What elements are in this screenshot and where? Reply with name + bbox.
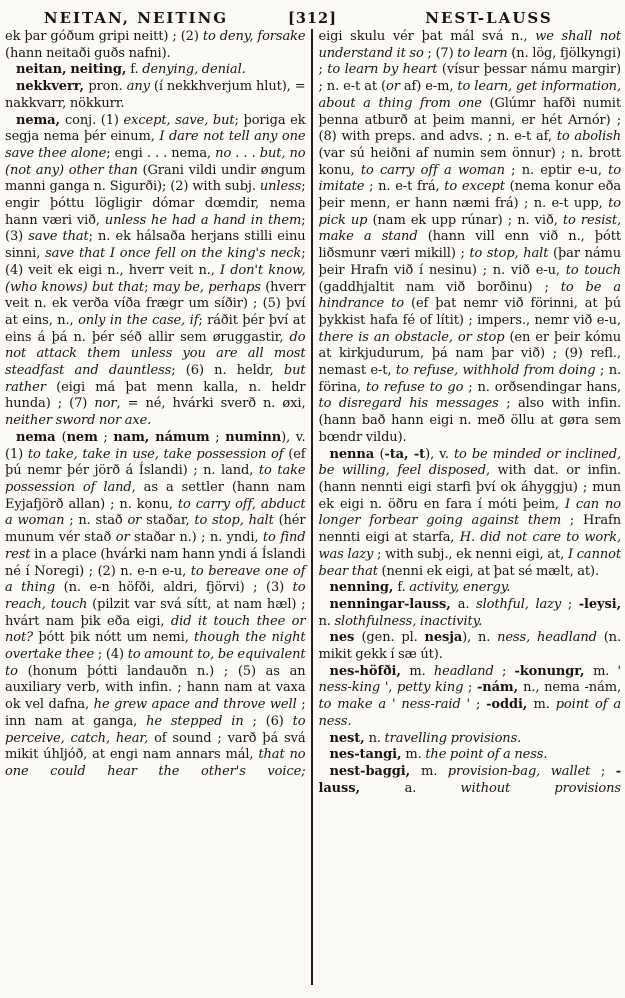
text-segment: ; bbox=[144, 279, 153, 295]
text-segment: that no one could hear the other's voice; bbox=[5, 747, 306, 779]
text-segment: to learn by heart bbox=[327, 62, 442, 78]
dictionary-entry bbox=[5, 430, 306, 781]
header-left-keyword: NEITAN, NEITING bbox=[43, 9, 229, 27]
text-segment: conj. (1) bbox=[64, 112, 124, 128]
text-segment: ; n. ek hálsaða herjans stilli einu sinni, bbox=[5, 229, 306, 262]
text-segment: he stepped in bbox=[146, 713, 244, 729]
text-segment: he grew apace and throve well bbox=[93, 697, 297, 713]
text-segment: f. bbox=[397, 580, 410, 596]
text-segment: n. bbox=[368, 730, 385, 746]
text-segment: ek þar góðum gripi neitt) ; (2) bbox=[5, 29, 203, 44]
dictionary-entry bbox=[5, 62, 306, 79]
text-segment: the point of a ness. bbox=[425, 747, 548, 763]
text-segment: ; (6) bbox=[243, 713, 293, 729]
text-segment: , = né, hvárki sverð n. øxi, bbox=[116, 396, 306, 412]
text-segment: ; (3) bbox=[5, 212, 306, 245]
text-segment: petty king bbox=[397, 680, 464, 696]
text-segment: to stop, halt bbox=[194, 513, 279, 529]
text-segment: to take possession of land bbox=[5, 463, 306, 495]
text-segment: to disregard his messages bbox=[318, 396, 499, 412]
text-segment: only in the case, if bbox=[78, 312, 199, 328]
text-segment: ; bbox=[561, 596, 579, 612]
dictionary-entry bbox=[319, 580, 622, 597]
text-segment: (nam ek upp rúnar) ; n. við, bbox=[372, 212, 563, 228]
text-segment: ), n. bbox=[462, 630, 498, 646]
text-segment: m. bbox=[533, 697, 556, 713]
text-segment: (hann vill enn við n., þótt liðsmunr væri mikill) ; bbox=[318, 229, 621, 262]
text-segment: did it touch thee or not? bbox=[5, 613, 306, 646]
text-segment: to amount to, be equivalent to bbox=[5, 647, 306, 679]
text-segment: to refuse to go bbox=[366, 379, 464, 395]
text-segment: to carry off, abduct a woman bbox=[5, 496, 306, 529]
text-segment: n., nema -nám, bbox=[523, 680, 621, 696]
text-segment: we shall not understand it so bbox=[318, 29, 622, 61]
running-header bbox=[0, 0, 625, 27]
text-segment: nema, bbox=[16, 112, 65, 128]
text-segment: save that bbox=[28, 229, 89, 245]
text-segment: ; inn nam at ganga, bbox=[5, 697, 306, 729]
text-segment: ; (4) veit ek eigi n., hverr veit n., bbox=[5, 246, 306, 278]
text-segment: numinn bbox=[225, 429, 282, 445]
text-segment: nes-höfði, bbox=[329, 663, 410, 679]
text-segment: ; bbox=[590, 763, 616, 779]
text-segment: ; bbox=[470, 697, 487, 713]
text-segment: headland bbox=[433, 663, 494, 679]
text-segment: nesja bbox=[424, 630, 463, 646]
dictionary-entry bbox=[5, 113, 306, 430]
text-segment: I don't know, (who knows) but that bbox=[5, 262, 306, 295]
text-segment: to pick up bbox=[318, 196, 621, 228]
text-segment: ; ráðit þér því at eins á þá n. þér séð allir sem øruggastir, bbox=[5, 312, 306, 345]
text-segment: nema bbox=[16, 429, 62, 445]
text-segment: , as a settler (hann nam Eyjafjörð allan) ; n. konu, bbox=[5, 479, 306, 512]
text-segment: (n. e-n höfði, aldri, fjörvi) ; (3) bbox=[63, 580, 293, 596]
text-segment: ), v. (1) bbox=[5, 429, 306, 462]
text-segment: pron. bbox=[88, 79, 127, 95]
text-segment: (í nekkhverjum hlut), = nakkvarr, nökkurr. bbox=[5, 79, 306, 111]
text-segment: provision-bag, wallet bbox=[447, 763, 591, 779]
text-segment: (hann neitaði guðs nafni). bbox=[5, 45, 171, 61]
text-segment: neitan, neiting, bbox=[16, 62, 131, 78]
text-segment: in a place (hvárki nam hann yndi á Íslandi né í Noregi) ; (2) n. e-n e-u, bbox=[5, 546, 306, 579]
text-segment: ; (7) bbox=[423, 45, 458, 61]
text-segment: (Glúmr hafði numit þenna atburð at þeim manni, er hét Arnór) ; (8) with preps. and advs. ; n. e-t af, bbox=[318, 95, 621, 145]
text-segment: (en er þeir kómu at kirkjudurum, þá nam þar við) ; (9) refl., nemast e-t, bbox=[318, 329, 621, 379]
text-segment: -nám, bbox=[476, 680, 524, 696]
text-segment: but rather bbox=[5, 363, 306, 395]
text-segment: staðar, bbox=[141, 513, 195, 529]
text-segment: ; n. orðsendingar hans, bbox=[463, 379, 621, 395]
text-segment: no . . . but, no (not any) other than bbox=[5, 145, 306, 178]
text-segment: þótt þik nótt um nemi, bbox=[38, 630, 195, 646]
text-segment: to stop, halt bbox=[469, 246, 553, 262]
dictionary-entry bbox=[319, 664, 622, 731]
text-segment: may be, perhaps bbox=[152, 279, 266, 295]
text-segment: n. bbox=[318, 613, 335, 629]
text-segment: m. bbox=[405, 747, 426, 763]
text-segment: ', bbox=[380, 680, 397, 696]
dictionary-entry bbox=[319, 630, 622, 663]
text-segment: ; engi . . . nema, bbox=[106, 145, 216, 161]
text-segment: any bbox=[126, 79, 154, 95]
text-segment: nes-tangi, bbox=[329, 747, 406, 763]
right-column bbox=[313, 29, 625, 985]
text-segment: ; engir þóttu lögligir dómar dœmdir, nema hann væri við, bbox=[5, 179, 306, 228]
text-segment: (pilzit var svá sítt, at nam hæl) ; hvárt nam þik eða eigi, bbox=[5, 596, 306, 629]
text-segment: (gaddhjaltit nam við borðinu) ; bbox=[318, 279, 561, 295]
text-segment: to take, take in use, take possession of bbox=[27, 446, 289, 462]
text-segment: m. ' bbox=[593, 663, 621, 679]
entry-continuation bbox=[5, 29, 306, 62]
text-segment: or bbox=[127, 513, 142, 529]
text-segment: nes bbox=[329, 630, 362, 646]
text-segment: to except bbox=[444, 179, 510, 195]
text-segment: H. did not care to work, was lazy bbox=[318, 530, 622, 562]
text-segment: ; also with infin. (hann bað hann eigi n. með öllu at gøra sem bœndr vildu). bbox=[318, 396, 622, 445]
text-segment: (nenni ek eigi, at þat sé mælt, at). bbox=[381, 563, 600, 579]
text-segment: ; n. förina, bbox=[318, 363, 622, 395]
text-segment: though the night overtake thee bbox=[5, 630, 306, 663]
text-segment: ; þoriga ek segja nema þér einum, bbox=[5, 112, 306, 145]
text-segment: to reach, touch bbox=[5, 580, 306, 612]
text-segment: , with dat. or infin. (hann nennti eigi starfi því ok áhyggju) ; mun ek eigi n. öðru en fara í móti þeim, bbox=[318, 463, 622, 512]
text-segment: ( bbox=[379, 446, 385, 462]
text-segment: (hverr veit n. ek verða víða frægr um síðir) ; (5) því at eins, n., bbox=[5, 279, 306, 328]
text-segment: -leysi, bbox=[578, 596, 621, 612]
text-segment: (ef þú nemr þér jörð á Íslandi) ; n. land, bbox=[5, 446, 306, 479]
text-segment: to imitate bbox=[318, 162, 622, 195]
text-segment: to touch bbox=[565, 262, 621, 278]
text-segment: to make a ' ness-raid ' bbox=[318, 697, 471, 713]
text-segment: of sound ; varð þá svá mikit úhljóð, at engi nam annars mál, bbox=[5, 730, 306, 763]
text-segment: -konungr, bbox=[514, 663, 594, 679]
text-segment: (n. lög, fjölkyngi) ; bbox=[318, 45, 621, 78]
text-segment: activity, energy. bbox=[409, 580, 511, 596]
dictionary-entry bbox=[319, 597, 622, 630]
text-segment: save that I once fell on the king's neck bbox=[45, 246, 302, 262]
text-segment: nenningar-lauss, bbox=[329, 596, 458, 612]
text-segment: to refuse, withhold from doing bbox=[395, 363, 596, 379]
text-segment: m. bbox=[420, 763, 448, 779]
text-segment: I can no longer forbear going against them bbox=[318, 496, 621, 529]
text-segment: ; (6) n. heldr, bbox=[171, 363, 284, 379]
text-segment: I dare not tell any one save thee alone bbox=[5, 129, 306, 161]
text-segment: a. bbox=[457, 596, 477, 612]
text-segment: denying, denial. bbox=[142, 62, 246, 78]
text-segment: (gen. pl. bbox=[361, 630, 425, 646]
text-segment: (var sú heiðni af numin sem önnur) ; n. brott konu, bbox=[318, 145, 621, 178]
text-segment: (n. mikit gekk í sæ út). bbox=[318, 630, 621, 663]
text-segment: point of a ness. bbox=[318, 697, 621, 729]
text-segment: nenning, bbox=[329, 580, 398, 596]
text-segment: to learn bbox=[457, 45, 512, 61]
text-segment: to perceive, catch, hear, bbox=[5, 713, 306, 746]
text-segment: slothful, lazy bbox=[476, 596, 562, 612]
text-segment: nekkverr, bbox=[16, 79, 89, 95]
text-segment: to carry off a woman bbox=[360, 162, 505, 178]
text-segment: nest, bbox=[329, 730, 369, 746]
text-segment: travelling provisions. bbox=[384, 730, 522, 746]
text-segment: (vísur þessar námu margir) ; n. e-t at ( bbox=[318, 62, 621, 95]
text-segment: to be a hindrance to bbox=[318, 279, 621, 312]
text-segment: nest-baggi, bbox=[329, 763, 421, 779]
dictionary-entry bbox=[319, 731, 622, 748]
text-segment: -lauss, bbox=[318, 763, 622, 796]
text-segment: nem bbox=[66, 429, 98, 445]
text-segment: ), v. bbox=[425, 446, 454, 462]
text-segment: slothfulness, inactivity. bbox=[334, 613, 483, 629]
left-column bbox=[1, 29, 313, 985]
text-columns bbox=[0, 27, 625, 985]
text-segment: without provisions bbox=[460, 780, 621, 796]
text-segment: to bereave one of a thing bbox=[5, 563, 306, 596]
text-segment: to abolish bbox=[556, 129, 621, 145]
text-segment: (ef þat nemr við förinni, at þú þykkist hafa fé of lítit) ; impers., nemr við e-u, bbox=[318, 296, 621, 328]
text-segment: (nema konur eða þeir menn, er hann næmi frá) ; n. e-t upp, bbox=[318, 179, 621, 212]
text-segment: I cannot bear that bbox=[318, 546, 621, 579]
text-segment: staðar n.) ; n. yndi, bbox=[129, 530, 263, 546]
text-segment: ; bbox=[97, 429, 114, 445]
entry-continuation bbox=[319, 29, 622, 447]
text-segment: or bbox=[385, 79, 400, 95]
text-segment: ness-king bbox=[318, 680, 381, 696]
text-segment: to find rest bbox=[5, 530, 306, 562]
text-segment: eigi skulu vér þat mál svá n., bbox=[318, 29, 536, 44]
header-page-number: [312] bbox=[288, 10, 337, 27]
header-right-keyword: NEST-LAUSS bbox=[425, 9, 553, 27]
text-segment: a. bbox=[404, 780, 461, 796]
text-segment: nam, námum bbox=[113, 429, 210, 445]
text-segment: f. bbox=[130, 62, 143, 78]
text-segment: nor bbox=[94, 396, 117, 412]
text-segment: unless bbox=[259, 179, 302, 195]
text-segment: nenna bbox=[329, 446, 380, 462]
text-segment: ; bbox=[463, 680, 477, 696]
text-segment: ; with subj., ek nenni eigi, at, bbox=[373, 546, 568, 562]
text-segment: ; bbox=[493, 663, 515, 679]
text-segment: or bbox=[115, 530, 130, 546]
text-segment: ; n. eptir e-u, bbox=[504, 162, 609, 178]
text-segment: ; Hrafn nennti eigi at starfa, bbox=[318, 513, 622, 546]
text-segment: to learn, get information, about a thing from one bbox=[318, 79, 621, 111]
text-segment: ; n. e-t frá, bbox=[364, 179, 445, 195]
dictionary-entry bbox=[319, 447, 622, 581]
text-segment: ( bbox=[61, 429, 67, 445]
dictionary-entry bbox=[319, 764, 622, 797]
text-segment: there is an obstacle, or stop bbox=[318, 329, 510, 345]
dictionary-entry bbox=[319, 747, 622, 764]
text-segment: ness, headland bbox=[497, 630, 604, 646]
text-segment: (hér munum vér stað bbox=[5, 513, 306, 546]
text-segment: -oddi, bbox=[486, 697, 534, 713]
text-segment: (þar námu þeir Hrafn við í nesinu) ; n. við e-u, bbox=[318, 246, 622, 278]
text-segment: to resist, make a stand bbox=[318, 212, 621, 245]
text-segment: (Grani vildi undir øngum manni ganga n. Sigurði); (2) with subj. bbox=[5, 162, 306, 195]
text-segment: unless he had a hand in them bbox=[104, 212, 302, 228]
text-segment: (honum þótti landauðn n.) ; (5) as an auxiliary verb, with infin. ; hann nam at vaxa ok vel dafna, bbox=[5, 663, 306, 713]
text-segment: ; n. stað bbox=[64, 513, 128, 529]
text-segment: do not attack them unless you are all most steadfast and dauntless bbox=[5, 329, 306, 379]
text-segment: ; bbox=[209, 429, 226, 445]
text-segment: -ta, -t bbox=[384, 446, 426, 462]
text-segment: af) e-m, bbox=[399, 79, 458, 95]
text-segment: (eigi má þat menn kalla, n. heldr hunda) ; (7) bbox=[5, 379, 306, 412]
dictionary-entry bbox=[5, 79, 306, 112]
text-segment: m. bbox=[409, 663, 434, 679]
text-segment: except, save, but bbox=[123, 112, 235, 128]
text-segment: to deny, forsake bbox=[202, 29, 306, 44]
text-segment: to be minded or inclined, be willing, feel disposed bbox=[318, 446, 621, 479]
text-segment: ; (4) bbox=[94, 647, 128, 663]
text-segment: neither sword nor axe. bbox=[5, 413, 152, 429]
